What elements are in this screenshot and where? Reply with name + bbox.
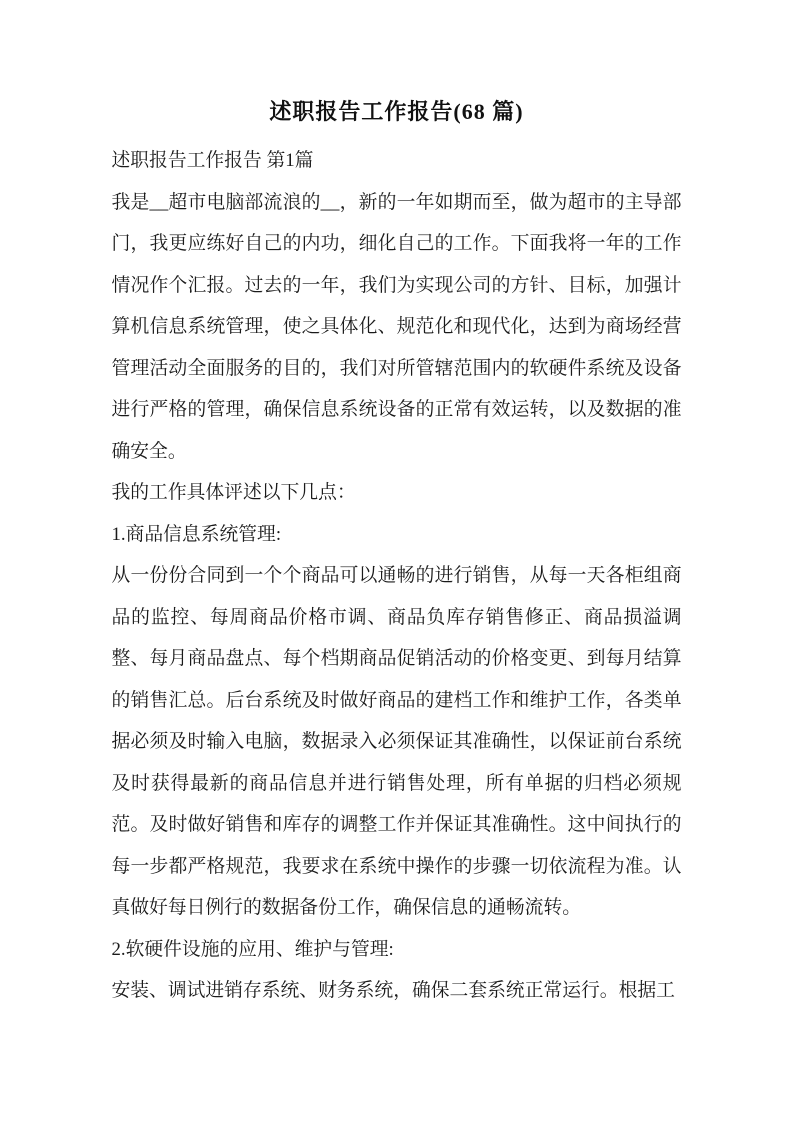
section-2-body-truncated: 安装、调试进销存系统、财务系统，确保二套系统正常运行。根据工 [111, 980, 675, 1001]
paragraph-lead-in: 我的工作具体评述以下几点： [111, 482, 356, 503]
report-subtitle: 述职报告工作报告 第1篇 [111, 150, 314, 171]
document-body [112, 140, 682, 1012]
section-1-heading: 1.商品信息系统管理: [111, 523, 282, 545]
paragraph-intro: 我是__超市电脑部流浪的__，新的一年如期而至，做为超市的主导部门，我更应练好自己的内功，细化自己的工作。下面我将一年的工作情况作个汇报。过去的一年，我们为实现公司的方针、目标，加强计算机信息系统管理，使之具体化、规范化和现代化，达到为商场经营管理活动全面服务的目的，我们对所管辖范围内的软硬件系统及设备进行严格的管理，确保信息系统设备的正常有效运转，以及数据的准确安全。 [111, 191, 682, 462]
section-2-heading: 2.软硬件设施的应用、维护与管理: [111, 938, 394, 960]
document-title: 述职报告工作报告(68 篇) [269, 99, 524, 124]
section-1-body: 从一份份合同到一个个商品可以通畅的进行销售，从每一天各柜组商品的监控、每周商品价格市调、商品负库存销售修正、商品损溢调整、每月商品盘点、每个档期商品促销活动的价格变更、到每月结算的销售汇总。后台系统及时做好商品的建档工作和维护工作，各类单据必须及时输入电脑，数据录入必须保证其准确性，以保证前台系统及时获得最新的商品信息并进行销售处理，所有单据的归档必须规范。及时做好销售和库存的调整工作并保证其准确性。这中间执行的每一步都严格规范，我要求在系统中操作的步骤一切依流程为准。认真做好每日例行的数据备份工作，确保信息的通畅流转。 [111, 565, 682, 918]
